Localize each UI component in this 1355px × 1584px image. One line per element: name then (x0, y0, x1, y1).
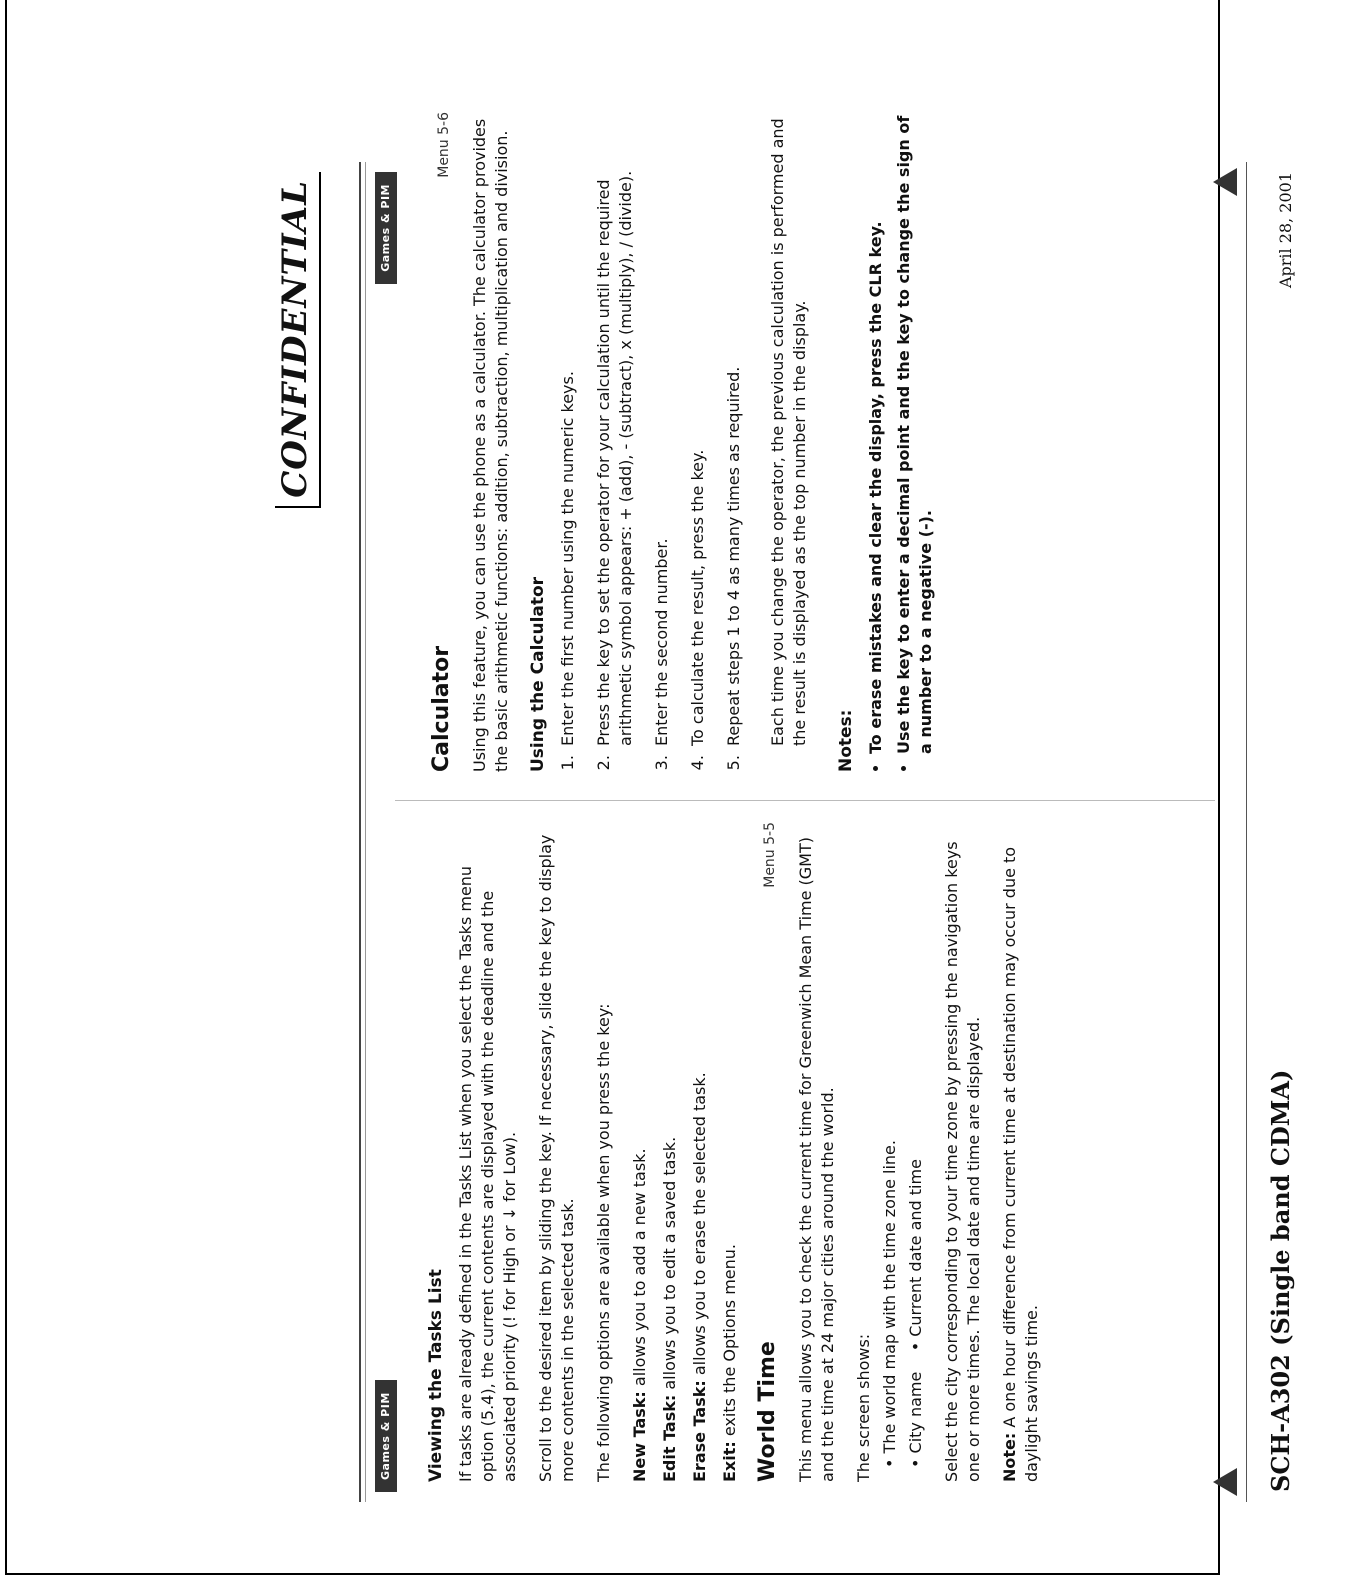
viewing-tasks-heading: Viewing the Tasks List (425, 1269, 446, 1482)
page-nav-up-icon[interactable] (1213, 1468, 1237, 1496)
world-bullet-2: • City name • Current date and time (905, 1159, 925, 1468)
step-5-detail: Each time you change the operator, the previous calculation is performed and the result is displayed as the top number in the display. (767, 118, 809, 746)
calculator-heading: Calculator Menu 5-6 (428, 112, 454, 772)
step-3: 3. Enter the second number. (651, 112, 673, 750)
viewing-paragraph-2: Scroll to the desired item by sliding the key. If necessary, slide the key to display more contents in the selected task. (535, 834, 577, 1482)
right-column (415, 112, 943, 772)
step-4: 4. To calculate the result, press the key. (687, 112, 709, 750)
world-paragraph-3: Select the city corresponding to your time zone by pressing the navigation keys one or more times. The local date and time are displayed. (941, 841, 983, 1482)
viewing-paragraph-1: If tasks are already defined in the Tasks List when you select the Tasks menu option (5.4), the current contents are displayed with the deadline and the associated priority (! for High or ↓ for Low). (455, 865, 519, 1482)
viewing-paragraph-3: The following options are available when you press the key: (593, 1003, 613, 1482)
section-tab-right: Games & PIM (375, 172, 397, 284)
option-edit-task: Edit Task: allows you to edit a saved task. (659, 1136, 679, 1482)
page-nav-up-icon-right[interactable] (1213, 168, 1237, 196)
world-paragraph-2: The screen shows: (853, 1333, 873, 1482)
notes-list (865, 112, 937, 772)
section-tab-left: Games & PIM (375, 1380, 397, 1492)
option-exit: Exit: exits the Options menu. (719, 1244, 739, 1482)
using-calculator-heading: Using the Calculator (527, 576, 548, 772)
step-1: 1. Enter the first number using the numeric keys. (557, 112, 579, 750)
world-bullet-1: • The world map with the time zone line. (879, 1140, 899, 1468)
confidential-stamp: CONFIDENTIAL (275, 172, 321, 508)
world-time-heading: World Time Menu 5-5 (754, 822, 780, 1482)
notes-heading: Notes: (835, 709, 856, 772)
world-note: Note: A one hour difference from current time at destination may occur due to daylight savings time. (999, 846, 1041, 1482)
option-erase-task: Erase Task: allows you to erase the selected task. (689, 1072, 709, 1482)
header-rule-thin (365, 162, 366, 1502)
footer-rule (1246, 162, 1247, 1502)
world-paragraph-1: This menu allows you to check the current time for Greenwich Mean Time (GMT) and the time at 24 major cities around the world. (795, 837, 837, 1482)
world-time-menu-ref: Menu 5-5 (761, 822, 778, 888)
header-rule (359, 162, 361, 1502)
column-divider (395, 800, 1215, 801)
footer-model: SCH-A302 (Single band CDMA) (1265, 1069, 1295, 1492)
note-2: • Use the key to enter a decimal point and the key to change the sign of a number to a negative (-). (893, 112, 937, 754)
rotated-manual-page (255, 52, 1355, 1532)
footer-date: April 28, 2001 (1275, 172, 1295, 289)
option-new-task: New Task: allows you to add a new task. (629, 1148, 649, 1482)
calculator-menu-ref: Menu 5-6 (435, 112, 452, 178)
step-5: 5. Repeat steps 1 to 4 as many times as required. Each time you change the operator, the previous calculation is performed and the result is displayed as the top number in the display. (723, 112, 811, 750)
calculator-paragraph-1: Using this feature, you can use the phone as a calculator. The calculator provides the basic arithmetic functions: addition, subtraction, multiplication and division. (469, 118, 511, 772)
calculator-steps (557, 112, 811, 772)
step-2: 2. Press the key to set the operator for your calculation until the required arithmetic symbol appears: + (add), - (subtract), x (multiply), / (divide). (593, 112, 637, 750)
note-1: • To erase mistakes and clear the display, press the CLR key. (865, 112, 887, 754)
left-column (415, 822, 1057, 1482)
